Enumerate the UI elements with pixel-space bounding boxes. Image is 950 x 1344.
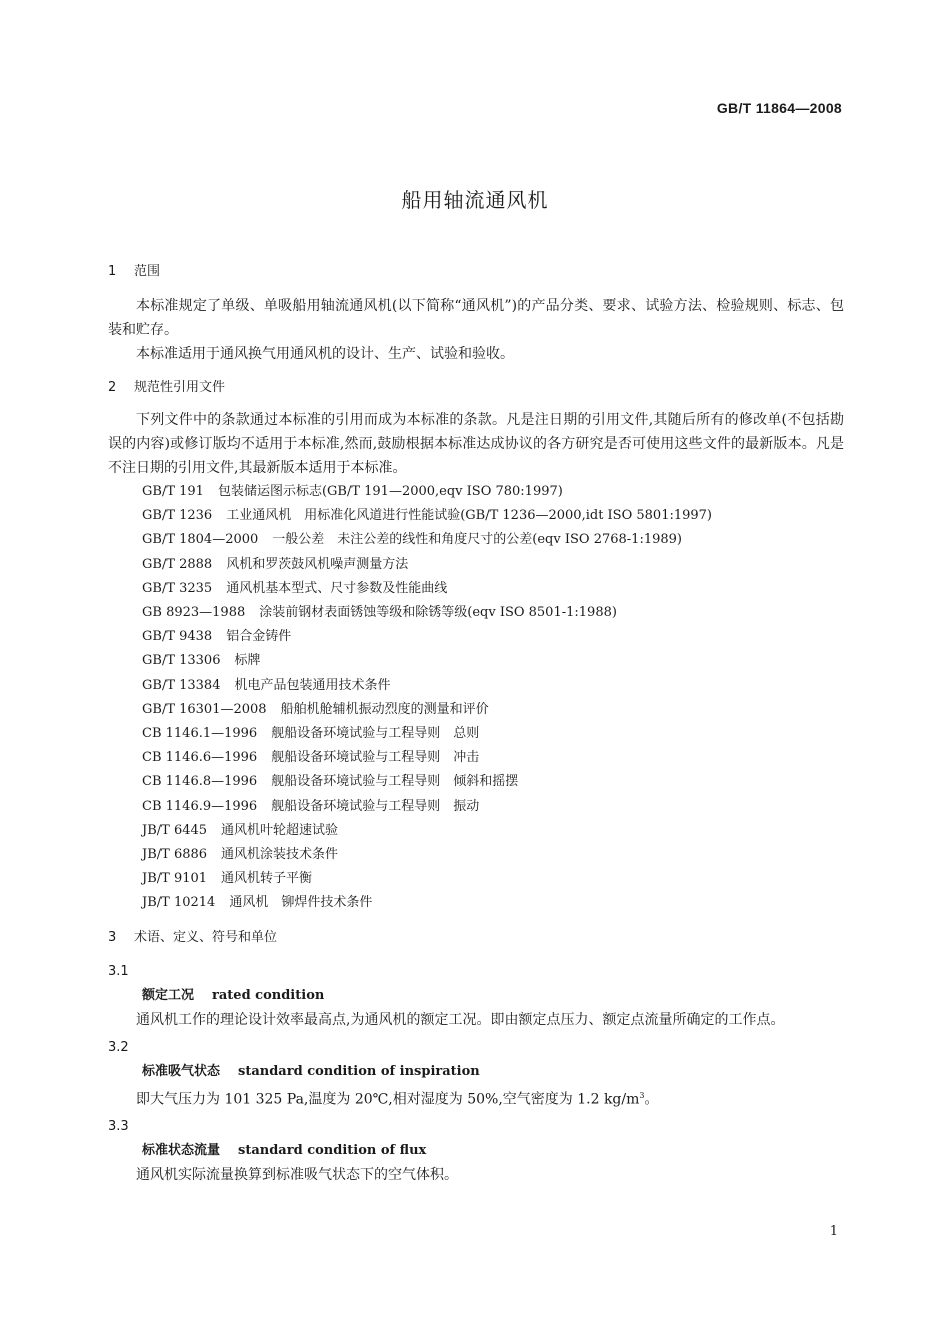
reference-item [108,504,844,528]
superscript: 3 [639,1090,645,1100]
reference-title: 船舶机舱辅机振动烈度的测量和评价 [280,701,489,717]
reference-item [108,746,844,770]
reference-title: 包装储运图示标志(GB/T 191—2000,eqv ISO 780:1997) [217,484,563,499]
reference-item [108,819,844,843]
reference-code: GB/T 9438 [142,629,213,645]
reference-title: 舰船设备环境试验与工程导则 振动 [271,798,480,814]
section-title: 规范性引用文件 [134,380,226,395]
clause-number: 3.3 [108,1119,129,1135]
term-english: standard condition of flux [238,1143,427,1159]
reference-code: GB/T 1804—2000 [142,532,259,548]
section-heading-normative-references [108,376,844,400]
definition-end: 。 [644,1091,659,1108]
section-number: 3 [108,929,117,945]
paragraph: 本标准适用于通风换气用通风机的设计、生产、试验和验收。 [136,346,514,362]
reference-item [108,601,844,625]
reference-item [108,843,844,867]
reference-item [108,770,844,794]
reference-item [108,625,844,649]
term-definition [108,1084,844,1112]
reference-code: GB/T 3235 [142,580,213,596]
reference-code: GB/T 191 [142,484,204,499]
reference-code: JB/T 6445 [142,822,208,838]
reference-title: 一般公差 未注公差的线性和角度尺寸的公差(eqv ISO 2768-1:1989) [272,532,682,548]
term-definition: 通风机工作的理论设计效率最高点,为通风机的额定工况。即由额定点压力、额定点流量所确定的工作点。 [136,1011,785,1028]
document-title: 船用轴流通风机 [401,188,549,212]
clause-number: 3.1 [108,963,129,979]
reference-code: JB/T 6886 [142,847,208,863]
section-title: 范围 [134,264,161,279]
reference-code: JB/T 10214 [142,895,216,911]
reference-title: 通风机涂装技术条件 [221,847,339,863]
document-body [108,258,844,1187]
term-entry [108,1060,844,1084]
reference-title: 舰船设备环境试验与工程导则 总则 [271,726,480,742]
reference-title: 标牌 [234,653,261,669]
definition-text: 即大气压力为 101 325 Pa,温度为 20℃,相对湿度为 50%,空气密度为 1.2 kg/m [136,1091,640,1108]
reference-item [108,891,844,915]
section-title: 术语、定义、符号和单位 [134,929,278,945]
term-entry [108,1139,844,1163]
standard-number-header: GB/T 11864—2008 [716,100,842,116]
section-heading-terms [108,926,844,950]
reference-item [108,553,844,577]
term-chinese: 额定工况 [142,987,195,1003]
term-definition: 通风机实际流量换算到标准吸气状态下的空气体积。 [136,1167,458,1184]
term-english: standard condition of inspiration [238,1063,480,1079]
reference-code: CB 1146.9—1996 [142,798,258,814]
reference-title: 通风机叶轮超速试验 [221,822,339,838]
clause-number: 3.2 [108,1039,129,1055]
section-heading-scope [108,260,844,284]
reference-code: CB 1146.8—1996 [142,774,258,790]
reference-list [108,480,844,916]
section-number: 1 [108,264,117,279]
section-number: 2 [108,380,117,395]
reference-code: JB/T 9101 [142,871,208,887]
reference-code: GB/T 16301—2008 [142,701,267,717]
reference-title: 风机和罗茨鼓风机噪声测量方法 [226,556,409,572]
reference-code: CB 1146.6—1996 [142,750,258,766]
term-entry [108,984,844,1008]
reference-item [108,649,844,673]
reference-title: 涂装前钢材表面锈蚀等级和除锈等级(eqv ISO 8501-1:1988) [259,605,617,621]
reference-code: GB/T 2888 [142,556,213,572]
reference-item [108,722,844,746]
paragraph: 本标准规定了单级、单吸船用轴流通风机(以下简称“通风机”)的产品分类、要求、试验方法、检验规则、标志、包装和贮存。 [108,298,844,338]
reference-code: CB 1146.1—1996 [142,726,258,742]
reference-title: 铝合金铸件 [226,629,292,645]
reference-title: 通风机基本型式、尺寸参数及性能曲线 [226,580,448,596]
reference-item [108,674,844,698]
reference-item [108,577,844,601]
reference-item [108,867,844,891]
term-english: rated condition [212,987,325,1003]
reference-title: 机电产品包装通用技术条件 [234,677,391,693]
reference-item [108,528,844,552]
reference-title: 通风机 铆焊件技术条件 [229,895,373,911]
reference-code: GB/T 1236 [142,508,213,524]
reference-code: GB/T 13306 [142,653,221,669]
reference-title: 舰船设备环境试验与工程导则 倾斜和摇摆 [271,774,519,790]
paragraph: 下列文件中的条款通过本标准的引用而成为本标准的条款。凡是注日期的引用文件,其随后所有的修改单(不包括勘误的内容)或修订版均不适用于本标准,然而,鼓励根据本标准达成协议的各方研究是否可使用这些文件的最新版本。凡是不注日期的引用文件,其最新版本适用于本标准。 [108,412,844,476]
reference-title: 舰船设备环境试验与工程导则 冲击 [271,750,480,766]
term-chinese: 标准状态流量 [142,1143,221,1159]
reference-item [108,795,844,819]
reference-item [108,480,844,504]
reference-item [108,698,844,722]
term-chinese: 标准吸气状态 [142,1063,221,1079]
page-number: 1 [829,1224,838,1239]
reference-code: GB/T 13384 [142,677,221,693]
reference-code: GB 8923—1988 [142,605,246,621]
reference-title: 工业通风机 用标准化风道进行性能试验(GB/T 1236—2000,idt ISO 5801:1997) [226,508,712,524]
reference-title: 通风机转子平衡 [221,871,313,887]
